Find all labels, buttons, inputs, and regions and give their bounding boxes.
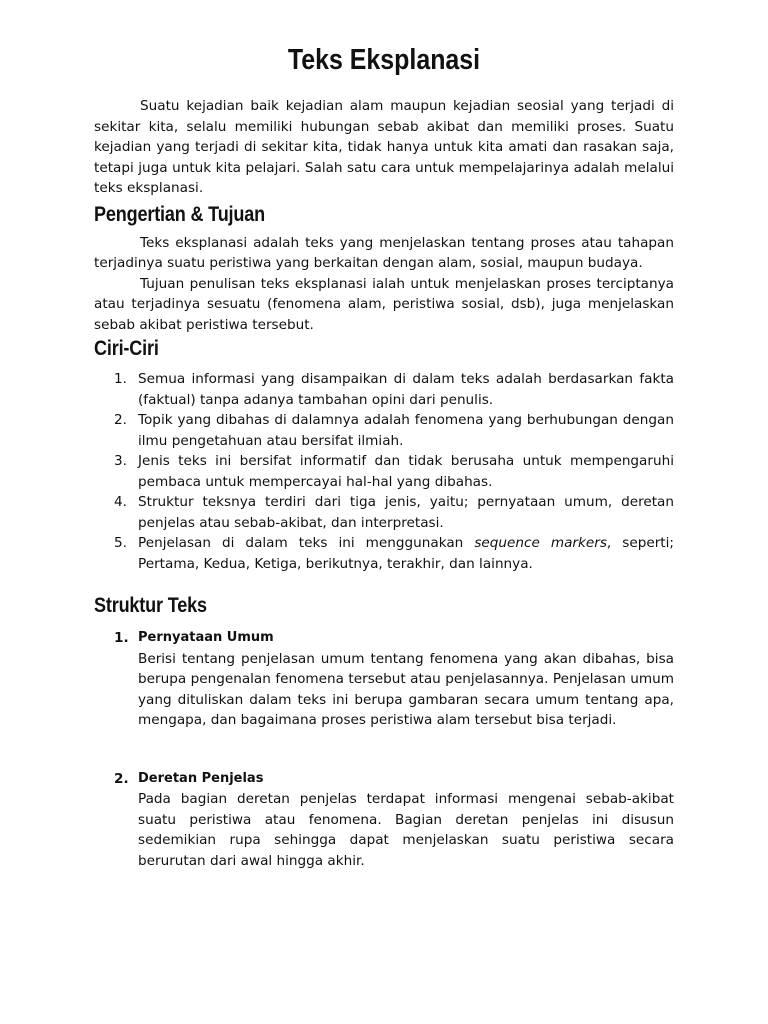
list-number: 2.	[114, 412, 127, 428]
list-number: 3.	[114, 453, 127, 469]
struktur-list	[94, 628, 674, 871]
struktur-item-text: Berisi tentang penjelasan umum tentang fenomena yang akan dibahas, bisa berupa pengenalan fenomena tersebut atau penjelasannya. Penjelasan umum yang dituliskan dalam teks ini berupa gambaran secara umum tentang apa, mengapa, dan bagaimana proses peristiwa alam tersebut bisa terjadi.	[138, 650, 674, 728]
list-number: 5.	[114, 535, 127, 551]
ciri-item-text-italic: sequence markers	[474, 535, 607, 551]
intro-paragraph: Suatu kejadian baik kejadian alam maupun kejadian seosial yang terjadi di sekitar kita, selalu memiliki hubungan sebab akibat dan memiliki proses. Suatu kejadian yang terjadi di sekitar kita, tidak hanya untuk kita amati dan rasakan saja, tetapi juga untuk kita pelajari. Salah satu cara untuk mempelajarinya adalah melalui teks eksplanasi.	[94, 98, 674, 196]
pengertian-paragraph: Teks eksplanasi adalah teks yang menjelaskan tentang proses atau tahapan terjadinya suatu peristiwa yang berkaitan dengan alam, sosial, maupun budaya.	[94, 234, 674, 271]
ciri-item-3	[114, 451, 674, 492]
struktur-item-text: Pada bagian deretan penjelas terdapat informasi mengenai sebab-akibat suatu peristiwa atau fenomena. Bagian deretan penjelas ini disusun sedemikian rupa sehingga dapat menjelaskan suatu peristiwa secara berurutan dari awal hingga akhir.	[138, 791, 674, 869]
ciri-item-5	[114, 533, 674, 574]
list-number: 2.	[114, 770, 129, 787]
heading-struktur-teks: Struktur Teks	[94, 594, 207, 617]
ciri-item-text: Jenis teks ini bersifat informatif dan tidak berusaha untuk mempengaruhi pembaca untuk mempercayai hal-hal yang dibahas.	[138, 453, 674, 490]
list-number: 1.	[114, 630, 129, 646]
ciri-list	[94, 369, 674, 574]
ciri-item-text-after: , seperti; Pertama, Kedua, Ketiga, berikutnya, terakhir, dan lainnya.	[138, 535, 674, 572]
ciri-item-text-before: Penjelasan di dalam teks ini menggunakan	[138, 535, 475, 551]
struktur-spacer	[138, 731, 674, 769]
ciri-item-2	[114, 410, 674, 451]
document-page	[94, 40, 674, 871]
page-title: Teks Eksplanasi	[287, 44, 481, 76]
struktur-item-1	[114, 628, 674, 731]
ciri-item-text: Struktur teksnya terdiri dari tiga jenis, yaitu; pernyataan umum, deretan penjelas atau sebab-akibat, dan interpretasi.	[138, 494, 674, 531]
heading-ciri-ciri: Ciri-Ciri	[94, 337, 159, 360]
tujuan-paragraph: Tujuan penulisan teks eksplanasi ialah untuk menjelaskan proses terciptanya atau terjadinya sesuatu (fenomena alam, peristiwa sosial, dsb), juga menjelaskan sebab akibat peristiwa tersebut.	[94, 275, 674, 333]
list-number: 4.	[114, 494, 127, 510]
ciri-item-text: Topik yang dibahas di dalamnya adalah fenomena yang berhubungan dengan ilmu pengetahuan atau bersifat ilmiah.	[138, 412, 674, 449]
struktur-item-title: Pernyataan Umum	[138, 630, 274, 645]
struktur-item-2	[114, 769, 674, 872]
heading-pengertian-tujuan: Pengertian & Tujuan	[94, 202, 265, 226]
list-number: 1.	[114, 371, 127, 387]
struktur-item-title: Deretan Penjelas	[138, 770, 264, 786]
ciri-item-4	[114, 492, 674, 533]
ciri-item-text: Semua informasi yang disampaikan di dalam teks adalah berdasarkan fakta (faktual) tanpa adanya tambahan opini dari penulis.	[138, 371, 674, 408]
ciri-item-1	[114, 369, 674, 410]
